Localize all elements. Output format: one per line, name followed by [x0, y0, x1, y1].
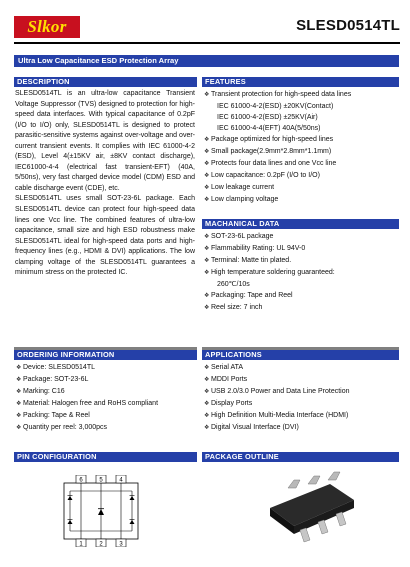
bullet-icon: ❖ [204, 246, 210, 252]
applications-item-text: USB 2.0/3.0 Power and Data Line Protection [211, 388, 350, 395]
mechanical-item-text: Flammability Rating: UL 94V-0 [211, 245, 306, 252]
features-heading: FEATURES [202, 77, 399, 87]
company-logo: Slkor [14, 16, 80, 38]
features-item-text: Low capacitance: 0.2pF (I/O to I/O) [211, 172, 320, 179]
mechanical-item [204, 290, 335, 302]
mechanical-heading: MACHANICAL DATA [202, 219, 399, 229]
features-item-text: Small package(2.9mm*2.8mm*1.1mm) [211, 148, 332, 155]
bullet-icon: ❖ [204, 258, 210, 264]
bullet-icon: ❖ [16, 389, 22, 395]
ordering-item-text: Package: SOT-23-6L [23, 376, 89, 383]
header-rule [14, 42, 400, 44]
mechanical-item-text: High temperature soldering guaranteed: [211, 269, 335, 276]
ordering-item [16, 362, 158, 374]
bullet-icon: ❖ [204, 413, 210, 419]
applications-item-text: Display Ports [211, 400, 253, 407]
description-heading: DESCRIPTION [14, 77, 197, 87]
bullet-icon: ❖ [204, 92, 210, 98]
ordering-item [16, 386, 158, 398]
features-item [204, 123, 351, 134]
applications-item-text: Digital Visual Interface (DVI) [211, 424, 299, 431]
applications-item [204, 398, 350, 410]
pin-label-4: 4 [119, 477, 123, 484]
mechanical-item-text: 260℃/10s [217, 281, 250, 288]
ordering-item [16, 422, 158, 434]
features-item [204, 146, 351, 158]
ordering-item-text: Material: Halogen free and RoHS compliant [23, 400, 159, 407]
mechanical-item [204, 279, 335, 290]
product-banner: Ultra Low Capacitance ESD Protection Array [14, 55, 399, 67]
bullet-icon: ❖ [204, 234, 210, 240]
features-item [204, 194, 351, 206]
features-item-text: IEC 61000-4-2(ESD) ±25KV(Air) [217, 114, 318, 121]
bullet-icon: ❖ [204, 270, 210, 276]
applications-item-text: High Definition Multi-Media Interface (HDMI) [211, 412, 349, 419]
mechanical-item [204, 255, 335, 267]
pin-label-6: 6 [79, 477, 83, 484]
bullet-icon: ❖ [204, 161, 210, 167]
ordering-item [16, 398, 158, 410]
mechanical-item-text: Terminal: Matte tin plated. [211, 257, 292, 264]
bullet-icon: ❖ [204, 377, 210, 383]
features-item-text: Low clamping voltage [211, 196, 279, 203]
bullet-icon: ❖ [204, 365, 210, 371]
mechanical-item [204, 243, 335, 255]
features-list [204, 89, 351, 206]
pin-label-3: 3 [119, 541, 123, 547]
features-item-text: IEC 61000-4-2(ESD) ±20KV(Contact) [217, 103, 334, 110]
ordering-item [16, 374, 158, 386]
applications-item-text: MDDI Ports [211, 376, 248, 383]
features-item [204, 158, 351, 170]
mechanical-item [204, 267, 335, 279]
bullet-icon: ❖ [204, 137, 210, 143]
applications-item [204, 362, 350, 374]
features-item [204, 170, 351, 182]
package-outline-image [250, 470, 370, 550]
ordering-heading: ORDERING INFORMATION [14, 350, 197, 360]
bullet-icon: ❖ [204, 401, 210, 407]
mechanical-item-text: Packaging: Tape and Reel [211, 292, 293, 299]
bullet-icon: ❖ [204, 425, 210, 431]
pin-configuration-diagram [56, 475, 146, 547]
bullet-icon: ❖ [204, 197, 210, 203]
description-body [15, 89, 195, 279]
page-header [0, 0, 410, 50]
applications-heading: APPLICATIONS [202, 350, 399, 360]
ordering-item [16, 410, 158, 422]
ordering-item-text: Quantity per reel: 3,000pcs [23, 424, 108, 431]
pin-configuration-heading: PIN CONFIGURATION [14, 452, 197, 462]
applications-item [204, 422, 350, 434]
part-number: SLESD0514TL [296, 17, 400, 34]
features-item [204, 182, 351, 194]
package-outline-heading: PACKAGE OUTLINE [202, 452, 399, 462]
bullet-icon: ❖ [204, 149, 210, 155]
description-paragraph-2: SLESD0514TL uses small SOT-23-6L package. Each SLESD0514TL device can protect four high-speed data lines one Vcc line. The combined features of ultra-low capacitance, small size and high ESD robustness make SLESD0514TL ideal for high-speed data ports and high-frequency lines (e.g., HDMI & DVI) applications. The low clamping voltage of the SLESD0514TL guarantees a minimum stress on the protected IC. [15, 195, 195, 277]
pin-label-1: 1 [79, 541, 83, 547]
features-item [204, 112, 351, 123]
ordering-item-text: Packing: Tape & Reel [23, 412, 90, 419]
ordering-item-text: Device: SLESD0514TL [23, 364, 95, 371]
features-item-text: Protects four data lines and one Vcc line [211, 160, 337, 167]
bullet-icon: ❖ [16, 365, 22, 371]
features-item [204, 134, 351, 146]
ordering-item-text: Marking: C16 [23, 388, 65, 395]
bullet-icon: ❖ [204, 185, 210, 191]
applications-item [204, 386, 350, 398]
ordering-list [16, 362, 158, 434]
applications-item [204, 374, 350, 386]
bullet-icon: ❖ [16, 377, 22, 383]
features-item-text: Transient protection for high-speed data lines [211, 91, 352, 98]
mechanical-item [204, 302, 335, 314]
mechanical-item [204, 231, 335, 243]
pin-label-5: 5 [99, 477, 103, 484]
applications-item [204, 410, 350, 422]
bullet-icon: ❖ [204, 293, 210, 299]
bullet-icon: ❖ [16, 425, 22, 431]
features-item [204, 101, 351, 112]
bullet-icon: ❖ [16, 401, 22, 407]
mechanical-list [204, 231, 335, 314]
bullet-icon: ❖ [204, 305, 210, 311]
mechanical-item-text: Reel size: 7 inch [211, 304, 263, 311]
features-item [204, 89, 351, 101]
features-item-text: IEC 61000-4-4(EFT) 40A(5/50ns) [217, 125, 321, 132]
pin-label-2: 2 [99, 541, 103, 547]
bullet-icon: ❖ [204, 173, 210, 179]
features-item-text: Low leakage current [211, 184, 275, 191]
bullet-icon: ❖ [16, 413, 22, 419]
bullet-icon: ❖ [204, 389, 210, 395]
mechanical-item-text: SOT-23-6L package [211, 233, 274, 240]
applications-list [204, 362, 350, 434]
features-item-text: Package optimized for high-speed lines [211, 136, 334, 143]
applications-item-text: Serial ATA [211, 364, 244, 371]
description-paragraph-1: SLESD0514TL is an ultra-low capacitance Transient Voltage Suppressor (TVS) designed to protection for high-speed data interfaces. With typical capacitance of 0.2pF (I/O to I/O) only, SLESD0514TL is designed to protect parasitic-sensitive systems against over-voltage and over-current transient events. It complies with IEC 61000-4-2 (ESD), Level 4(±15KV air, ±8KV contact discharge), IEC61000-4-4 (electrical fast transient-EFT) (40A, 5/50ns), very fast charged device model (CDM) ESD and cable discharge event (CDE), etc. [15, 90, 195, 192]
